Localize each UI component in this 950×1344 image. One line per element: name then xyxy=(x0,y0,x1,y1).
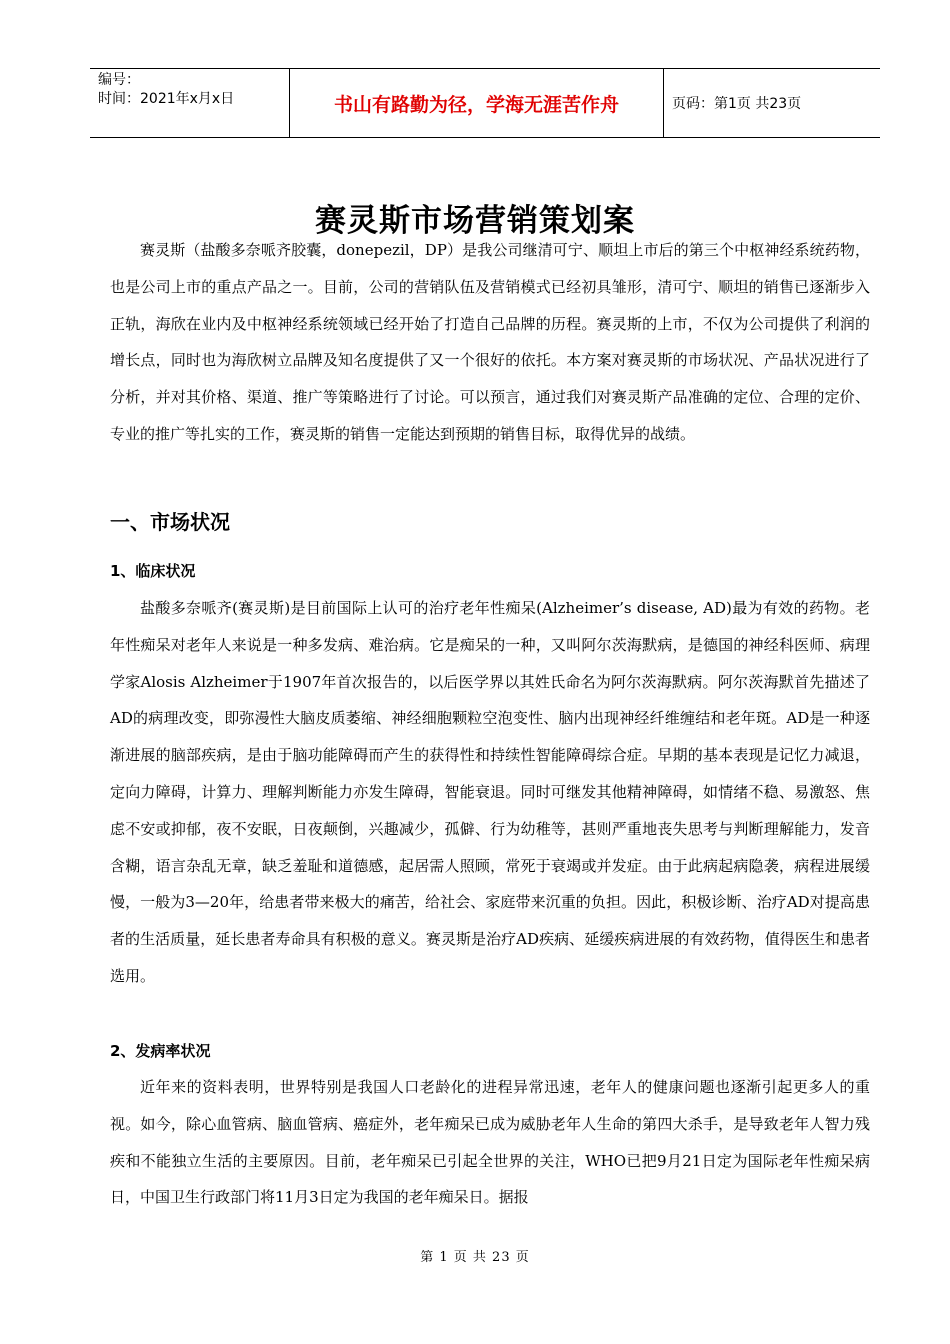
document-title: 赛灵斯市场营销策划案 xyxy=(315,202,635,239)
header-time-label: 时间：2021年x月x日 xyxy=(98,91,235,107)
intro-paragraph: 赛灵斯（盐酸多奈哌齐胶囊，donepezil，DP）是我公司继清可宁、顺坦上市后的第三个中枢神经系统药物，也是公司上市的重点产品之一。目前，公司的营销队伍及营销模式已经初具雏形，清可宁、顺坦的销售已逐渐步入正轨，海欣在业内及中枢神经系统领域已经开始了打造自己品牌的历程。赛灵斯的上市，不仅为公司提供了利润的增长点，同时也为海欣树立品牌及知名度提供了又一个很好的依托。本方案对赛灵斯的市场状况、产品状况进行了分析，并对其价格、渠道、推广等策略进行了讨论。可以预言，通过我们对赛灵斯产品准确的定位、合理的定价、专业的推广等扎实的工作，赛灵斯的销售一定能达到预期的销售目标，取得优异的战绩。 xyxy=(110,241,870,443)
subsection-heading-clinical: 1、临床状况 xyxy=(110,562,196,580)
header-meta xyxy=(90,69,290,137)
page-header xyxy=(90,68,880,138)
header-motto: 书山有路勤为径，学海无涯苦作舟 xyxy=(290,69,664,137)
subsection-heading-incidence: 2、发病率状况 xyxy=(110,1042,211,1060)
header-page-info: 页码：第1页 共23页 xyxy=(672,96,802,112)
header-number-label: 编号： xyxy=(98,72,140,88)
incidence-paragraph: 近年来的资料表明，世界特别是我国人口老龄化的进程异常迅速，老年人的健康问题也逐渐引起更多人的重视。如今，除心血管病、脑血管病、癌症外，老年痴呆已成为威胁老年人生命的第四大杀手，是导致老年人智力残疾和不能独立生活的主要原因。目前，老年痴呆已引起全世界的关注，WHO已把9月21日定为国际老年性痴呆病日，中国卫生行政部门将11月3日定为我国的老年痴呆日。据报 xyxy=(110,1078,870,1207)
page-footer: 第 1 页 共 23 页 xyxy=(420,1250,530,1265)
clinical-paragraph: 盐酸多奈哌齐(赛灵斯)是目前国际上认可的治疗老年性痴呆(Alzheimer’s disease, AD)最为有效的药物。老年性痴呆对老年人来说是一种多发病、难治病。它是痴呆的一种，又叫阿尔茨海默病，是德国的神经科医师、病理学家Alosis Alzheimer于1907年首次报告的，以后医学界以其姓氏命名为阿尔茨海默病。阿尔茨海默首先描述了AD的病理改变，即弥漫性大脑皮质萎缩、神经细胞颗粒空泡变性、脑内出现神经纤维缠结和老年斑。AD是一种逐渐进展的脑部疾病，是由于脑功能障碍而产生的获得性和持续性智能障碍综合症。早期的基本表现是记忆力减退，定向力障碍，计算力、理解判断能力亦发生障碍，智能衰退。同时可继发其他精神障碍，如情绪不稳、易激怒、焦虑不安或抑郁，夜不安眠，日夜颠倒，兴趣减少，孤僻、行为幼稚等，甚则严重地丧失思考与判断理解能力，发音含糊，语言杂乱无章，缺乏羞耻和道德感，起居需人照顾，常死于衰竭或并发症。由于此病起病隐袭，病程进展缓慢，一般为3—20年，给患者带来极大的痛苦，给社会、家庭带来沉重的负担。因此，积极诊断、治疗AD对提高患者的生活质量，延长患者寿命具有积极的意义。赛灵斯是治疗AD疾病、延缓疾病进展的有效药物，值得医生和患者选用。 xyxy=(110,599,870,985)
section-heading-market: 一、市场状况 xyxy=(110,510,230,534)
